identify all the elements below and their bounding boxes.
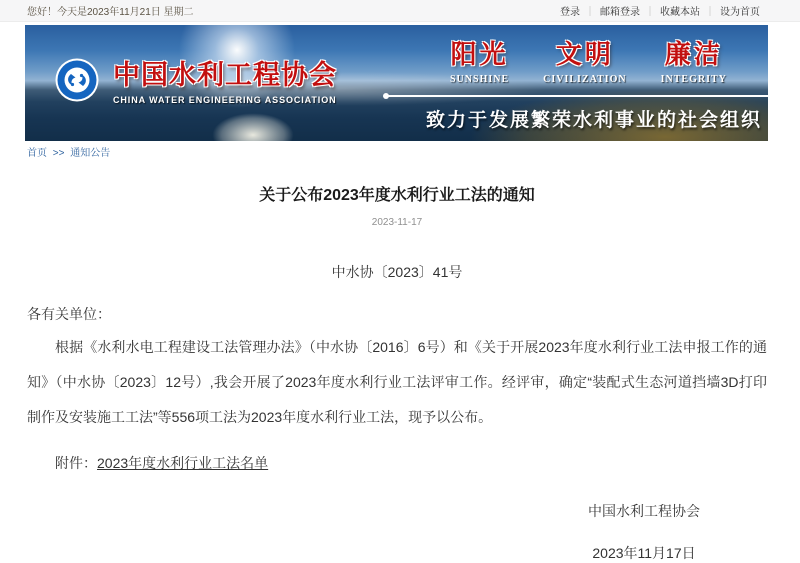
publish-date: 2023-11-17 <box>371 217 423 228</box>
attachment-link[interactable]: 2023年度水利行业工法名单 <box>97 455 269 471</box>
motto-en-label: SUNSHINE <box>450 74 510 85</box>
salutation: 各有关单位： <box>27 306 111 322</box>
article-title: 关于公布2023年度水利行业工法的通知 <box>259 187 535 204</box>
org-name-chinese: 中国水利工程协会 <box>113 60 337 90</box>
breadcrumb-current[interactable]: 通知公告 <box>70 148 111 159</box>
body-paragraph: 根据《水利水电工程建设工法管理办法》（中水协〔2016〕6号）和《关于开展2023年度水利行业工法申报工作的通知》（中水协〔2023〕12号）,我会开展了2023年度水利行业工法评审工作。经评审，确定“装配式生态河道挡墙3D打印制作及安装施工工法”等556项工法为2023年度水利行业工法，现予以公布。 <box>27 339 767 425</box>
link-separator: ｜ <box>585 7 595 18</box>
signature-org: 中国水利工程协会 <box>588 503 700 519</box>
motto-cn-label: 文明 <box>555 39 614 69</box>
signature-date: 2023年11月17日 <box>592 545 696 561</box>
greeting-text: 您好！今天是2023年11月21日 星期二 <box>27 7 194 18</box>
login-link[interactable]: 登录 <box>560 7 580 18</box>
banner-slogan: 致力于发展繁荣水利事业的社会组织 <box>425 110 762 131</box>
breadcrumb <box>27 144 800 158</box>
motto-en-label: CIVILIZATION <box>543 74 627 85</box>
motto-integrity <box>661 34 727 85</box>
motto-sunshine <box>450 34 509 85</box>
header-banner <box>25 25 768 141</box>
motto-banner <box>450 34 727 85</box>
topbar-links <box>560 3 760 18</box>
breadcrumb-separator: >> <box>52 148 65 159</box>
favorite-link[interactable]: 收藏本站 <box>660 7 700 18</box>
link-separator: ｜ <box>645 7 655 18</box>
mail-login-link[interactable]: 邮箱登录 <box>600 7 640 18</box>
motto-en-label: INTEGRITY <box>660 74 727 85</box>
motto-cn-label: 阳光 <box>450 39 509 69</box>
org-name-english: CHINA WATER ENGINEERING ASSOCIATION <box>113 95 337 105</box>
topbar <box>0 0 800 22</box>
attachment-row <box>27 453 767 473</box>
signature-block <box>524 501 764 563</box>
motto-cn-label: 廉洁 <box>664 39 723 69</box>
motto-civilization <box>543 34 627 85</box>
org-names <box>113 53 337 105</box>
document-number: 中水协〔2023〕41号 <box>331 264 463 280</box>
breadcrumb-home[interactable]: 首页 <box>27 148 47 159</box>
association-logo-icon[interactable] <box>55 58 99 102</box>
link-separator: ｜ <box>705 7 715 18</box>
attachment-label: 附件： <box>55 455 97 471</box>
set-homepage-link[interactable]: 设为首页 <box>720 7 760 18</box>
notice-article <box>0 182 800 563</box>
banner-divider-line <box>387 95 768 97</box>
